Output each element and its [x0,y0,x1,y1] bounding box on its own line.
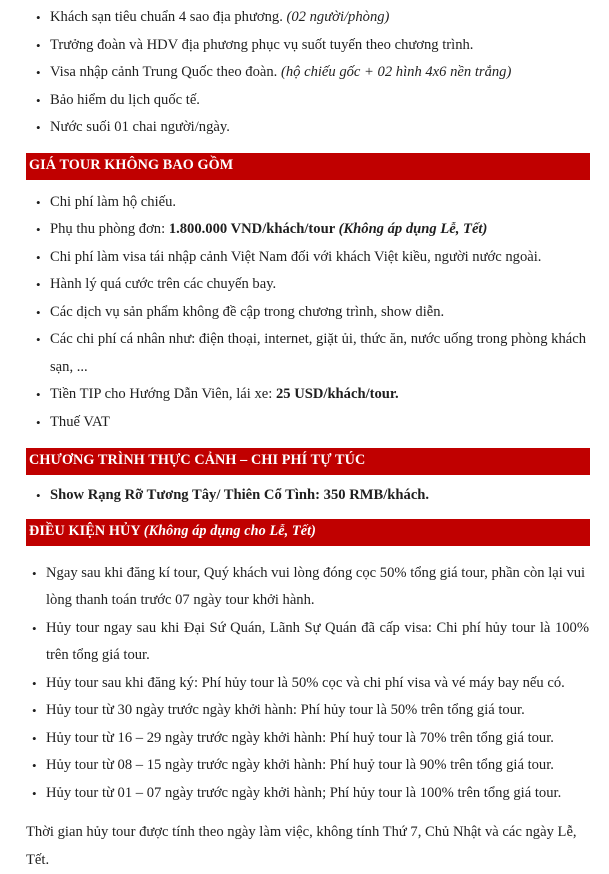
item-text: Hủy tour từ 16 – 29 ngày trước ngày khởi hành: Phí huỷ tour là 70% trên tổng giá tour. [46,729,554,746]
item-text: Tiền TIP cho Hướng Dẫn Viên, lái xe: [50,386,276,402]
item-text: Hủy tour từ 08 – 15 ngày trước ngày khởi hành: Phí huỷ tour là 90% trên tổng giá tour. [46,757,554,773]
item-text: Hủy tour từ 01 – 07 ngày trước ngày khởi hành; Phí hủy tour là 100% trên tổng giá tour. [46,784,562,801]
item-text: Bảo hiểm du lịch quốc tế. [50,91,200,108]
banner-note: (Không áp dụng cho Lễ, Tết) [143,522,316,539]
list-item [0,560,609,615]
item-text: Các dịch vụ sản phẩm không đề cập trong chương trình, show diễn. [50,303,445,320]
list-item [0,725,609,753]
section-banner-cancellation [26,519,590,546]
list-item [0,271,609,299]
banner-title: GIÁ TOUR KHÔNG BAO GỒM [29,156,234,173]
list-item [0,216,609,244]
section-banner-optional-show [26,448,590,475]
item-text: Thuế VAT [50,413,110,430]
list-item [0,299,609,327]
list-item [0,87,609,115]
spacer [0,475,609,482]
included-services-list [0,4,609,142]
item-amount: 25 USD/khách/tour. [275,386,399,402]
item-text: Hành lý quá cước trên các chuyến bay. [50,276,277,292]
cancellation-policy-list [0,560,609,808]
list-item [0,670,609,698]
spacer [0,510,609,519]
cancellation-closing-note: Thời gian hủy tour được tính theo ngày làm việc, không tính Thứ 7, Chủ Nhật và các ngày Lễ, Tết. [26,824,577,868]
spacer [0,142,609,153]
list-item [0,381,609,409]
item-text: Ngay sau khi đăng kí tour, Quý khách vui lòng đóng cọc 50% tổng giá tour, phần còn lại vui lòng thanh toán trước 07 ngày tour khởi hành. [46,564,586,608]
spacer [0,546,609,560]
item-text: Hủy tour sau khi đăng ký: Phí hủy tour là 50% cọc và chi phí visa và vé máy bay nếu có. [46,674,565,691]
item-text: Hủy tour ngay sau khi Đại Sứ Quán, Lãnh Sự Quán đã cấp visa: Chi phí hủy tour là 100% trên tổng giá tour. [46,619,589,663]
list-item [0,32,609,60]
list-item [0,482,609,510]
item-text: Chi phí làm visa tái nhập cảnh Việt Nam đối với khách Việt kiều, người nước ngoài. [50,248,542,265]
list-item [0,615,609,670]
item-text: Visa nhập cảnh Trung Quốc theo đoàn. [50,64,281,80]
list-item [0,409,609,437]
item-text: Nước suối 01 chai người/ngày. [50,119,230,135]
list-item [0,59,609,87]
item-text: Các chi phí cá nhân như: điện thoại, internet, giặt ủi, thức ăn, nước uống trong phòng khách sạn, ... [50,331,587,375]
item-note-italic: (hộ chiếu gốc + 02 hình 4x6 nền trắng) [280,64,512,80]
banner-title: CHƯƠNG TRÌNH THỰC CẢNH – CHI PHÍ TỰ TÚC [29,452,366,468]
banner-title: ĐIỀU KIỆN HỦY [29,522,144,539]
not-included-list [0,189,609,437]
spacer [0,436,609,448]
list-item [0,752,609,780]
item-note-italic: (02 người/phòng) [286,9,390,25]
item-text: Chi phí làm hộ chiếu. [50,193,177,210]
spacer [0,807,609,819]
list-item [0,4,609,32]
list-item [0,697,609,725]
optional-show-list [0,482,609,510]
item-text: Hủy tour từ 30 ngày trước ngày khởi hành: Phí hủy tour là 50% trên tổng giá tour. [46,702,525,718]
list-item [0,244,609,272]
list-item [0,780,609,808]
list-item [0,326,609,381]
item-text: Trưởng đoàn và HDV địa phương phục vụ suốt tuyến theo chương trình. [50,36,474,53]
list-item [0,189,609,217]
item-text: Show Rạng Rỡ Tương Tây/ Thiên Cổ Tình: 350 RMB/khách. [50,487,430,503]
item-text: Khách sạn tiêu chuẩn 4 sao địa phương. [50,9,287,25]
list-item [0,114,609,142]
spacer [0,180,609,189]
item-note-bold-italic: (Không áp dụng Lễ, Tết) [338,221,488,237]
section-banner-not-included [26,153,590,180]
item-amount: 1.800.000 VND/khách/tour [168,221,339,237]
item-text: Phụ thu phòng đơn: [50,221,169,237]
